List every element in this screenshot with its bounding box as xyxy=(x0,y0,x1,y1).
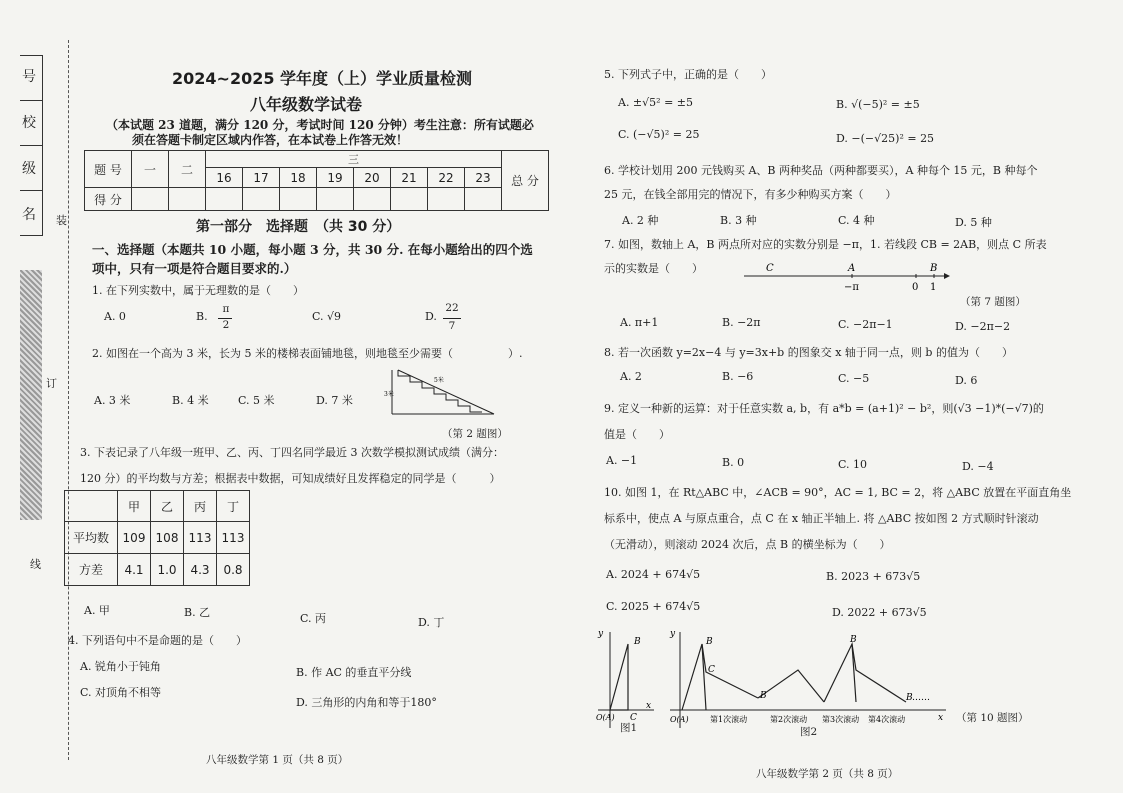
q4-option-c[interactable]: C. 对顶角不相等 xyxy=(80,686,162,699)
score-total: 总 分 xyxy=(502,151,549,211)
q1-option-c[interactable]: C. √9 xyxy=(312,310,342,323)
q10-fig2-roll-1: 第1次滚动 xyxy=(710,715,748,724)
q10-fig1-origin-label: O(A) xyxy=(596,713,615,722)
q3-stem-line2: 120 分）的平均数与方差；根据表中数据，可知成绩好且发挥稳定的同学是（ ） xyxy=(80,472,501,485)
q10-option-d[interactable]: D. 2022 + 673√5 xyxy=(832,606,927,619)
score-cell[interactable] xyxy=(169,188,206,211)
q7-point-c: C xyxy=(766,263,774,274)
binding-line xyxy=(68,40,69,760)
q7-number-line xyxy=(740,262,960,298)
q3-mean-yi: 108 xyxy=(151,522,184,554)
score-cell[interactable] xyxy=(391,188,428,211)
q10-fig1-b-label: B xyxy=(634,637,641,647)
score-row2-label: 得 分 xyxy=(85,188,132,211)
q10-option-c[interactable]: C. 2025 + 674√5 xyxy=(606,600,701,613)
q10-fig2-b1-label: B xyxy=(706,637,713,647)
footer-right: 八年级数学第 2 页（共 8 页） xyxy=(756,768,899,780)
q7-point-a: A xyxy=(848,263,856,274)
q10-fig2-c-label: C xyxy=(708,665,715,675)
q7-tick-label-a: −π xyxy=(844,282,859,293)
q10-fig2-dots: …… xyxy=(912,693,930,703)
q3-var-bing: 4.3 xyxy=(184,554,217,586)
q6-stem-line2: 25 元，在钱全部用完的情况下，有多少种购买方案（ ） xyxy=(604,188,897,201)
q3-stats-table xyxy=(64,490,250,586)
score-cell[interactable] xyxy=(317,188,354,211)
q10-fig1-y-label: y xyxy=(598,629,604,639)
q10-fig2-y-label: y xyxy=(670,629,676,639)
binding-mark-2: 订 xyxy=(46,377,57,390)
q7-figure-caption: （第 7 题图） xyxy=(960,296,1026,308)
q3-row-variance-label: 方差 xyxy=(65,554,118,586)
q7-option-b[interactable]: B. −2π xyxy=(722,316,761,329)
exam-note-line2: 须在答题卡制定区域内作答，在本试卷上作答无效！ xyxy=(132,133,409,147)
score-col-3: 三 xyxy=(206,151,502,168)
score-sub-18: 18 xyxy=(280,168,317,188)
score-cell[interactable] xyxy=(206,188,243,211)
q10-fig2-b4-label: B xyxy=(906,693,913,703)
q2-hypotenuse xyxy=(398,370,494,414)
score-sub-23: 23 xyxy=(465,168,502,188)
q4-option-d[interactable]: D. 三角形的内角和等于180° xyxy=(296,696,437,709)
q3-mean-ding: 113 xyxy=(217,522,250,554)
score-row1-label: 题 号 xyxy=(85,151,132,188)
q3-var-jia: 4.1 xyxy=(118,554,151,586)
q7-point-b: B xyxy=(930,263,938,274)
q3-mean-bing: 113 xyxy=(184,522,217,554)
binding-mark-3: 线 xyxy=(30,558,41,571)
q10-fig1-triangle xyxy=(610,644,628,710)
q10-fig2-roll-4: 第4次滚动 xyxy=(868,715,906,724)
q7-tick-label-1: 1 xyxy=(930,282,937,293)
q7-option-d[interactable]: D. −2π−2 xyxy=(955,320,1011,333)
q3-row-mean-label: 平均数 xyxy=(65,522,118,554)
q6-option-d[interactable]: D. 5 种 xyxy=(955,216,992,229)
q10-figure-1-caption: 图1 xyxy=(620,722,638,734)
q10-stem-line1: 10. 如图 1，在 Rt△ABC 中，∠ACB = 90°，AC = 1, BC = 2，将 △ABC 放置在平面直角坐 xyxy=(604,486,1072,499)
q10-stem-line3: （无滑动），则滚动 2024 次后，点 B 的横坐标为（ ） xyxy=(604,538,891,551)
q2-option-c[interactable]: C. 5 米 xyxy=(238,394,275,407)
q3-header-ding: 丁 xyxy=(217,491,250,522)
q10-figure-2-caption: 图2 xyxy=(800,726,818,738)
score-cell[interactable] xyxy=(428,188,465,211)
q10-figure-2 xyxy=(670,628,960,732)
q3-var-ding: 0.8 xyxy=(217,554,250,586)
score-sub-19: 19 xyxy=(317,168,354,188)
q2-option-d[interactable]: D. 7 米 xyxy=(316,394,353,407)
strip-label-school: 校 xyxy=(22,115,36,131)
score-cell[interactable] xyxy=(280,188,317,211)
q8-option-c[interactable]: C. −5 xyxy=(838,372,870,385)
q10-fig2-roll-3: 第3次滚动 xyxy=(822,715,860,724)
q5-option-a[interactable]: A. ±√5² = ±5 xyxy=(618,96,693,109)
q9-option-c[interactable]: C. 10 xyxy=(838,458,868,471)
q10-figure-1 xyxy=(594,628,658,732)
q7-stem-line2: 示的实数是（ ） xyxy=(604,262,703,275)
q3-mean-jia: 109 xyxy=(118,522,151,554)
q10-fig2-triangle-5 xyxy=(852,644,906,702)
q8-option-d[interactable]: D. 6 xyxy=(955,374,978,387)
q5-option-d[interactable]: D. −(−√25)² = 25 xyxy=(836,132,935,145)
exam-subtitle: 八年级数学试卷 xyxy=(250,95,363,114)
q10-fig2-triangle-3 xyxy=(758,670,824,702)
q6-option-a[interactable]: A. 2 种 xyxy=(622,214,659,227)
q10-fig2-x-label: x xyxy=(938,713,944,723)
q6-stem-line1: 6. 学校计划用 200 元钱购买 A、B 两种奖品（两种都要买），A 种每个 15 元，B 种每个 xyxy=(604,164,1038,177)
q10-fig2-triangle-4 xyxy=(824,644,856,702)
part1-instr2: 项中，只有一项是符合题目要求的.） xyxy=(92,261,297,276)
score-sub-20: 20 xyxy=(354,168,391,188)
q1-d-fraction-bar xyxy=(443,318,461,319)
score-sub-17: 17 xyxy=(243,168,280,188)
exam-note-line1: （本试题 23 道题，满分 120 分，考试时间 120 分钟）考生注意：所有试题必 xyxy=(106,118,534,132)
q1-b-numerator: π xyxy=(222,303,230,315)
q10-fig2-triangle-1 xyxy=(682,644,706,710)
q1-d-denominator: 7 xyxy=(448,320,456,332)
q7-option-a[interactable]: A. π+1 xyxy=(620,316,659,329)
q2-option-a[interactable]: A. 3 米 xyxy=(94,394,131,407)
score-sub-16: 16 xyxy=(206,168,243,188)
q3-option-d[interactable]: D. 丁 xyxy=(418,616,445,629)
q5-option-b[interactable]: B. √(−5)² = ±5 xyxy=(836,98,920,111)
q1-stem: 1. 在下列实数中，属于无理数的是（ ） xyxy=(92,284,304,297)
binding-mark-1: 装 xyxy=(56,214,67,227)
score-col-1: 一 xyxy=(132,151,169,188)
q3-stem-line1: 3. 下表记录了八年级一班甲、乙、丙、丁四名同学最近 3 次数学模拟测试成绩（满分： xyxy=(80,446,504,459)
exam-title: 2024~2025 学年度（上）学业质量检测 xyxy=(172,69,473,88)
q10-stem-line2: 标系中，使点 A 与原点重合，点 C 在 x 轴正半轴上. 将 △ABC 按如图 2 方式顺时针滚动 xyxy=(604,512,1039,525)
binding-hatch xyxy=(20,270,42,520)
q2-option-b[interactable]: B. 4 米 xyxy=(172,394,209,407)
q4-option-a[interactable]: A. 锐角小于钝角 xyxy=(80,660,161,673)
q6-option-b[interactable]: B. 3 种 xyxy=(720,214,757,227)
q6-option-c[interactable]: C. 4 种 xyxy=(838,214,875,227)
strip-label-class: 级 xyxy=(22,161,36,177)
score-sub-22: 22 xyxy=(428,168,465,188)
footer-left: 八年级数学第 1 页（共 8 页） xyxy=(206,754,349,766)
q1-b-denominator: 2 xyxy=(222,319,230,331)
score-cell[interactable] xyxy=(354,188,391,211)
q10-fig2-b2-label: B xyxy=(760,691,767,701)
score-cell[interactable] xyxy=(132,188,169,211)
q7-option-c[interactable]: C. −2π−1 xyxy=(838,318,893,331)
score-cell[interactable] xyxy=(465,188,502,211)
q9-stem-line2: 值是（ ） xyxy=(604,428,670,441)
q3-var-yi: 1.0 xyxy=(151,554,184,586)
q9-option-a[interactable]: A. −1 xyxy=(606,454,638,467)
q7-tick-label-0: 0 xyxy=(912,282,919,293)
part1-heading: 第一部分 选择题 （共 30 分） xyxy=(196,219,401,235)
q3-option-b[interactable]: B. 乙 xyxy=(184,606,211,619)
q7-stem-line1: 7. 如图，数轴上 A，B 两点所对应的实数分别是 −π，1. 若线段 CB = 2AB，则点 C 所表 xyxy=(604,238,1047,251)
q5-stem: 5. 下列式子中，正确的是（ ） xyxy=(604,68,772,81)
part1-instr1: 一、选择题（本题共 10 小题，每小题 3 分，共 30 分. 在每小题给出的四个选 xyxy=(92,242,533,257)
q1-option-b[interactable]: B. xyxy=(196,310,208,323)
q9-stem-line1: 9. 定义一种新的运算：对于任意实数 a, b，有 a*b = (a+1)² − b²，则(√3 −1)*(−√7)的 xyxy=(604,402,1044,415)
q10-fig1-c-label: C xyxy=(630,713,637,723)
q3-header-yi: 乙 xyxy=(151,491,184,522)
q7-axis-arrow xyxy=(944,273,950,279)
q2-fig-length-label: 5米 xyxy=(434,377,444,384)
q3-option-c[interactable]: C. 丙 xyxy=(300,612,327,625)
q8-stem: 8. 若一次函数 y=2x−4 与 y=3x+b 的图象交 x 轴于同一点，则 b 的值为（ ） xyxy=(604,346,1013,359)
q1-option-d[interactable]: D. xyxy=(425,310,437,323)
strip-label-number: 号 xyxy=(22,69,36,85)
q10-option-b[interactable]: B. 2023 + 673√5 xyxy=(826,570,921,583)
q3-header-bing: 丙 xyxy=(184,491,217,522)
q1-d-numerator: 22 xyxy=(445,302,459,314)
q8-option-a[interactable]: A. 2 xyxy=(620,370,642,383)
q2-figure-caption: （第 2 题图） xyxy=(442,428,508,440)
q2-stem: 2. 如图在一个高为 3 米，长为 5 米的楼梯表面铺地毯，则地毯至少需要（ ）. xyxy=(92,347,523,360)
score-cell[interactable] xyxy=(243,188,280,211)
q9-option-b[interactable]: B. 0 xyxy=(722,456,745,469)
q10-fig1-x-label: x xyxy=(646,701,652,711)
q9-option-d[interactable]: D. −4 xyxy=(962,460,994,473)
q10-figure-caption: （第 10 题图） xyxy=(956,712,1029,724)
q2-staircase-figure xyxy=(382,364,502,420)
q3-header-jia: 甲 xyxy=(118,491,151,522)
q1-option-a[interactable]: A. 0 xyxy=(104,310,126,323)
q8-option-b[interactable]: B. −6 xyxy=(722,370,754,383)
q5-option-c[interactable]: C. (−√5)² = 25 xyxy=(618,128,700,141)
q4-stem: 4. 下列语句中不是命题的是（ ） xyxy=(68,634,247,647)
q10-fig2-roll-2: 第2次滚动 xyxy=(770,715,808,724)
q4-option-b[interactable]: B. 作 AC 的垂直平分线 xyxy=(296,666,412,679)
q2-fig-height-label: 3米 xyxy=(384,391,394,398)
score-table xyxy=(84,150,549,211)
q3-header-blank xyxy=(65,491,118,522)
strip-label-name: 名 xyxy=(22,207,36,223)
score-sub-21: 21 xyxy=(391,168,428,188)
q10-fig2-b3-label: B xyxy=(850,635,857,645)
q10-fig2-origin-label: O(A) xyxy=(670,715,689,724)
q10-option-a[interactable]: A. 2024 + 674√5 xyxy=(606,568,701,581)
score-col-2: 二 xyxy=(169,151,206,188)
q3-option-a[interactable]: A. 甲 xyxy=(84,604,110,617)
